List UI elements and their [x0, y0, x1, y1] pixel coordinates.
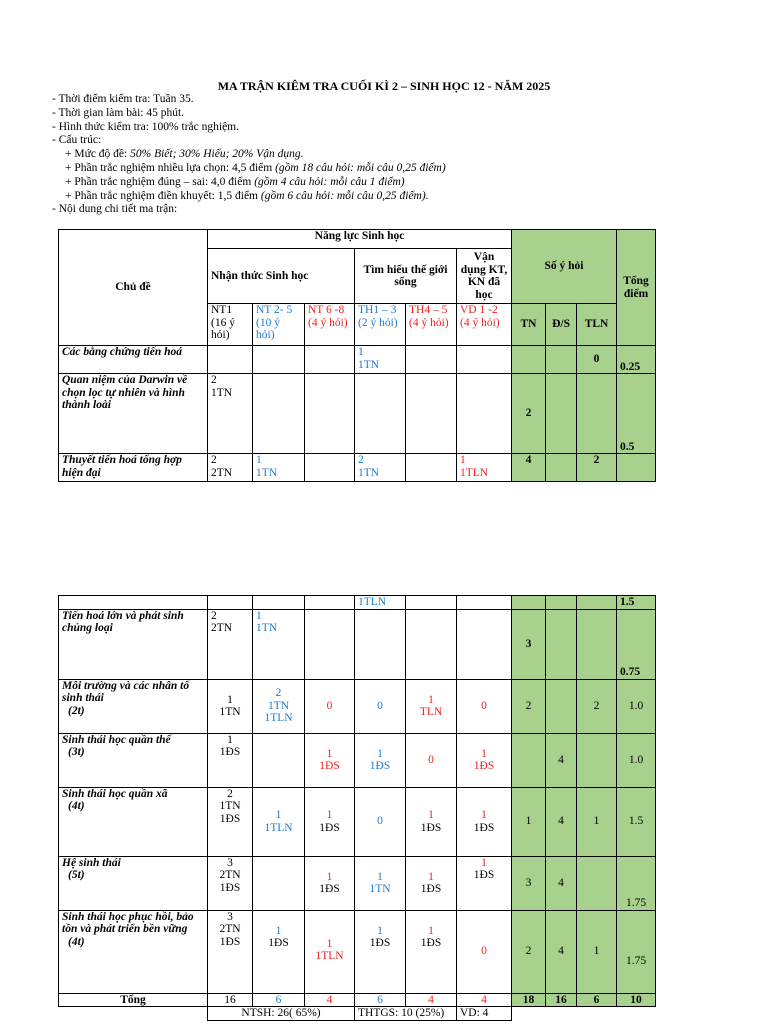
header-apply: Vận dụng KT, KN đã học: [457, 249, 512, 304]
total-nt25: 6: [253, 993, 305, 1007]
cell-tln: 2: [577, 679, 617, 733]
cell-nt1: 2 2TN: [208, 454, 253, 482]
header-vd12: VD 1 -2 (4 ý hỏi): [457, 304, 512, 346]
matrix-table-page1: [58, 229, 656, 482]
table-row: [59, 733, 656, 787]
total-nt68: 4: [305, 993, 355, 1007]
info-level-value: 50% Biết; 30% Hiểu; 20% Vận dụng.: [130, 148, 304, 161]
info-level: [52, 148, 446, 162]
info-tf: [52, 176, 446, 190]
total-tn: 18: [512, 993, 546, 1007]
cell-th13: 2 1TN: [355, 454, 406, 482]
cell-nt68: 1 1ĐS: [305, 856, 355, 910]
cell-th45: 1 1ĐS: [406, 856, 457, 910]
cell-vd12: 0: [457, 679, 512, 733]
topic-cell: Hệ sinh thái (5t): [59, 856, 208, 910]
cell-th13: 1 1TN: [355, 346, 406, 374]
info-mc: [52, 162, 446, 176]
info-structure: - Cấu trúc:: [52, 134, 102, 147]
cell-tn: 2: [512, 910, 546, 993]
header-competence: Năng lực Sinh học: [208, 230, 512, 249]
table-row: [59, 454, 656, 482]
total-th45: 4: [406, 993, 457, 1007]
cell-total: 0.5: [617, 374, 656, 454]
cell-nt25: 1 1TLN: [253, 787, 305, 856]
cell-nt1: 1 1TN: [208, 679, 253, 733]
cell-tln: 1: [577, 910, 617, 993]
cell-nt68: 1 1ĐS: [305, 787, 355, 856]
cell-th13: 0: [355, 787, 406, 856]
cell-th45: 1 1ĐS: [406, 910, 457, 993]
cell-nt68: 1 1TLN: [305, 910, 355, 993]
total-vd12: 4: [457, 993, 512, 1007]
summary-vd: VD: 4: [457, 1007, 512, 1021]
cell-nt68: 0: [305, 679, 355, 733]
table-row: [59, 346, 656, 374]
cell-th45: 1 1ĐS: [406, 787, 457, 856]
cell-tn: 4: [512, 454, 546, 482]
total-score: 10: [617, 993, 656, 1007]
table-row: [59, 910, 656, 993]
cell-vd12: 0: [457, 910, 512, 993]
cell-tn: 3: [512, 609, 546, 679]
cell-th13: 1 1TN: [355, 856, 406, 910]
table-row: [59, 609, 656, 679]
cell-nt1: 2 2TN: [208, 609, 253, 679]
cell-nt25: 1 1ĐS: [253, 910, 305, 993]
header-ds: Đ/S: [546, 304, 577, 346]
cell-total: 1.0: [617, 679, 656, 733]
cell-tn: 1: [512, 787, 546, 856]
cell-tln: 2: [577, 454, 617, 482]
header-tn: TN: [512, 304, 546, 346]
header-th13: TH1 – 3 (2 ý hỏi): [355, 304, 406, 346]
cell-nt25: 2 1TN 1TLN: [253, 679, 305, 733]
cell-ds: 4: [546, 787, 577, 856]
summary-row: [59, 1007, 656, 1021]
header-th45: TH4 – 5 (4 ý hỏi): [406, 304, 457, 346]
info-tf-note: (gồm 4 câu hỏi: mỗi câu 1 điểm): [254, 175, 405, 188]
cell-total: 1.75: [617, 856, 656, 910]
info-fill-prefix: + Phần trắc nghiệm điền khuyết: 1,5 điểm: [65, 189, 261, 202]
topic-cell: Các bằng chứng tiến hoá: [59, 346, 208, 374]
header-total-score: Tổng điểm: [617, 230, 656, 346]
info-fill-note: (gồm 6 câu hỏi: mỗi câu 0,25 điểm).: [260, 189, 429, 202]
cell-tln: 1: [577, 787, 617, 856]
header-explore: Tìm hiểu thế giới sống: [355, 249, 457, 304]
cell-vd12: 1 1ĐS: [457, 733, 512, 787]
cell-nt1: 1 1ĐS: [208, 733, 253, 787]
cell-nt1: 2 1TN: [208, 374, 253, 454]
topic-cell: Sinh thái học quần xã (4t): [59, 787, 208, 856]
cell-vd12: 1 1TLN: [457, 454, 512, 482]
total-nt1: 16: [208, 993, 253, 1007]
topic-cell: Môi trường và các nhân tố sinh thái (2t): [59, 679, 208, 733]
cell-th45: 1 TLN: [406, 679, 457, 733]
cell-total: 0.25: [617, 346, 656, 374]
cell-nt68: 1 1ĐS: [305, 733, 355, 787]
header-tln: TLN: [577, 304, 617, 346]
cell-th13: 1TLN: [355, 596, 406, 610]
table-row: [59, 787, 656, 856]
table-row: [59, 596, 656, 610]
header-question-count: Số ý hỏi: [512, 230, 617, 304]
cell-tln: 0: [577, 346, 617, 374]
topic-cell: Sinh thái học quần thể (3t): [59, 733, 208, 787]
summary-ntsh: NTSH: 26( 65%): [208, 1007, 355, 1021]
info-mc-note: (gồm 18 câu hỏi: mỗi câu 0,25 điểm): [275, 161, 446, 174]
cell-tn: 2: [512, 374, 546, 454]
topic-cell: Sinh thái học phục hồi, bảo tồn và phát triển bền vững (4t): [59, 910, 208, 993]
cell-nt25: 1 1TN: [253, 454, 305, 482]
cell-total: 1.0: [617, 733, 656, 787]
info-detail: - Nội dung chi tiết ma trận:: [52, 203, 178, 216]
cell-th13: 1 1ĐS: [355, 910, 406, 993]
cell-ds: 4: [546, 910, 577, 993]
topic-cell: Quan niệm của Darwin về chọn lọc tự nhiên và hình thành loài: [59, 374, 208, 454]
cell-tn: 3: [512, 856, 546, 910]
header-cognition: Nhận thức Sinh học: [208, 249, 355, 304]
cell-tn: 2: [512, 679, 546, 733]
total-ds: 16: [546, 993, 577, 1007]
cell-total: 1.5: [617, 787, 656, 856]
cell-vd12: 1 1ĐS: [457, 856, 512, 910]
table-row: [59, 374, 656, 454]
cell-vd12: 1 1ĐS: [457, 787, 512, 856]
header-topic: Chủ đề: [59, 230, 208, 346]
exam-info: [52, 93, 446, 217]
cell-nt1: 3 2TN 1ĐS: [208, 856, 253, 910]
cell-th13: 1 1ĐS: [355, 733, 406, 787]
table-row: [59, 856, 656, 910]
totals-row: [59, 993, 656, 1007]
info-tf-prefix: + Phần trắc nghiệm đúng – sai: 4,0 điểm: [65, 175, 255, 188]
cell-nt1: 2 1TN 1ĐS: [208, 787, 253, 856]
info-duration: - Thời gian làm bài: 45 phút.: [52, 106, 185, 119]
totals-label: Tổng: [59, 993, 208, 1007]
info-time-point: - Thời điểm kiểm tra: Tuần 35.: [52, 93, 194, 105]
table-row: [59, 679, 656, 733]
header-nt68: NT 6 -8 (4 ý hỏi): [305, 304, 355, 346]
cell-ds: 4: [546, 856, 577, 910]
info-mc-prefix: + Phần trắc nghiệm nhiều lựa chọn: 4,5 điểm: [65, 161, 276, 174]
summary-thtgs: THTGS: 10 (25%): [355, 1007, 457, 1021]
matrix-table-page2: [58, 595, 656, 1021]
cell-nt1: 3 2TN 1ĐS: [208, 910, 253, 993]
topic-cell: Thuyết tiến hoá tổng hợp hiện đại: [59, 454, 208, 482]
topic-cell: Tiến hoá lớn và phát sinh chủng loại: [59, 609, 208, 679]
info-format: - Hình thức kiểm tra: 100% trắc nghiệm.: [52, 120, 239, 133]
cell-th13: 0: [355, 679, 406, 733]
cell-total: 0.75: [617, 609, 656, 679]
cell-ds: 4: [546, 733, 577, 787]
cell-th45: 0: [406, 733, 457, 787]
cell-nt25: 1 1TN: [253, 609, 305, 679]
total-tln: 6: [577, 993, 617, 1007]
page-title: MA TRẬN KIÊM TRA CUỐI KÌ 2 – SINH HỌC 12 - NĂM 2025: [217, 79, 551, 93]
info-level-prefix: + Mức độ đề:: [65, 148, 131, 161]
header-nt25: NT 2- 5 (10 ý hỏi): [253, 304, 305, 346]
cell-total: 1.75: [617, 910, 656, 993]
cell-total: 1.5: [617, 596, 656, 610]
info-fill: [52, 190, 446, 204]
header-nt1: NT1 (16 ý hỏi): [208, 304, 253, 346]
total-th13: 6: [355, 993, 406, 1007]
